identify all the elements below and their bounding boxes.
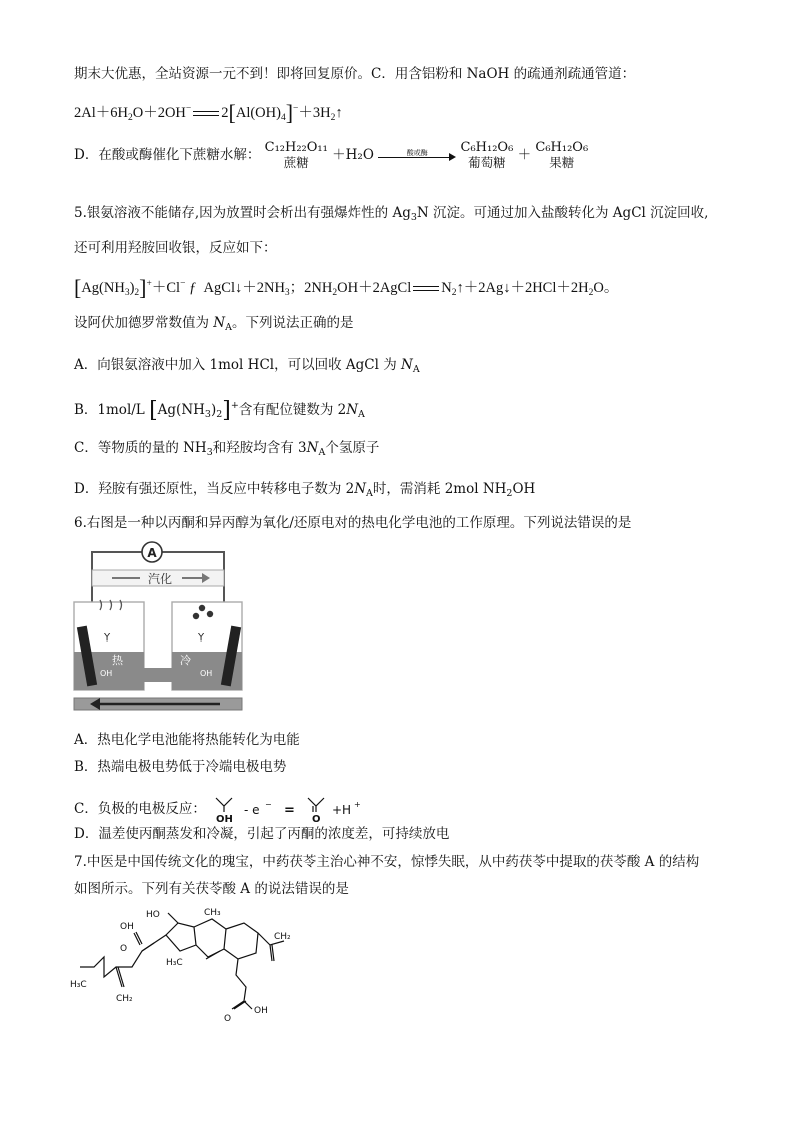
label-h3c-low: H₃C (70, 980, 87, 990)
ammeter-label: A (147, 546, 157, 560)
eq-c-coef: 2 (221, 105, 229, 121)
q4-d-prefix: D．在酸或酶催化下蔗糖水解： (74, 147, 261, 163)
q5-stem-2-text: 还可利用羟胺回收银，反应如下： (74, 240, 277, 256)
q5-stem-3 (74, 313, 353, 338)
plus-water: ＋H₂O (332, 147, 374, 163)
label-oh-bottom: OH (254, 1006, 268, 1016)
eq-c-complex: Al(OH) (235, 105, 281, 121)
q5-eq-e: ；2NH (289, 280, 333, 296)
q6-opt-b-text: B．热端电极电势低于冷端电极电势 (74, 759, 287, 775)
q5-stem-1a: 5.银氨溶液不能储存,因为放置时会析出有强爆炸性的 Ag (74, 205, 411, 221)
q5-opt-d-a: D．羟胺有强还原性，当反应中转移电子数为 2 (74, 481, 355, 497)
cold-label: 冷 (180, 654, 191, 667)
intro-line (74, 64, 635, 84)
q6-option-c (74, 794, 410, 824)
sucrose-formula: C₁₂H₂₂O₁₁ (264, 140, 328, 155)
q6-opt-c-text: C．负极的电极反应： (74, 801, 206, 817)
na-symbol: N (346, 402, 359, 418)
glucose-stack (461, 140, 514, 170)
q5-eq-c: ƒ (189, 280, 197, 296)
label-ch2-low: CH₂ (116, 994, 133, 1004)
q5-stem-1b: N 沉淀。可通过加入盐酸转化为 AgCl 沉淀回收, (416, 205, 709, 221)
eq-c-lhs-a: 2Al＋6H (74, 105, 128, 121)
q5-option-d: D．羟胺有强还原性，当反应中转移电子数为 $2N_A$时，需消耗 2mol $NH_2OH$ (74, 481, 536, 499)
poricoic-acid-structure (70, 905, 300, 1025)
q5-opt-a-text: A．向银氨溶液中加入 1mol HCl，可以回收 AgCl 为 (74, 357, 401, 373)
equals-sign (193, 111, 219, 116)
q5-eq-a: Ag(NH (81, 280, 125, 296)
na-sub: A (318, 447, 326, 458)
vapor-label: 汽化 (147, 572, 173, 586)
na-sub: A (366, 488, 373, 499)
label-o-top: O (120, 944, 128, 954)
fructose-stack (535, 140, 588, 170)
q6-option-a (74, 730, 300, 750)
svg-text:−: − (265, 800, 272, 809)
q5-opt-c-b: 和羟胺均含有 3 (212, 440, 307, 456)
q5-option-b: B．1mol/L $[Ag(NH_3)_2]^+$含有配位键数为 $2N_A$ (74, 398, 365, 423)
label-oh-top: OH (120, 922, 134, 932)
na-symbol: N (354, 481, 367, 497)
label-ho: HO (146, 910, 160, 920)
label-ch2-right: CH₂ (274, 932, 291, 942)
sucrose-name: 蔗糖 (283, 155, 309, 170)
q5-option-a (74, 355, 420, 380)
q5-eq-i: O。 (593, 280, 619, 296)
q7-stem-2-text: 如图所示。下列有关茯苓酸 A 的说法错误的是 (74, 881, 349, 897)
glucose-formula: C₆H₁₂O₆ (460, 140, 514, 155)
q6-option-d (74, 824, 449, 844)
na-sub: A (225, 322, 232, 333)
q5-equation: $[Ag(NH_3)_2]^++Cl^-$ ƒ $AgCl↓+2NH_3$；$2NH_2OH+2AgCl$ $N_2↑+2Ag↓+2HCl+2H_2O$。 (74, 275, 619, 300)
q5-opt-c-a: C．等物质的量的 NH (74, 440, 207, 456)
q6-option-b (74, 757, 286, 777)
eq-c-lhs-b: O＋2OH (132, 105, 186, 121)
na-sub: A (358, 409, 365, 420)
q5-opt-c-c: 个氢原子 (325, 440, 380, 456)
hot-label: 热 (112, 654, 123, 667)
hot-oh: OH (100, 669, 113, 678)
label-o-bottom: O (224, 1014, 232, 1024)
q5-stem-3a: 设阿伏加德罗常数值为 (74, 315, 214, 331)
q6-opt-d-text: D．温差使丙酮蒸发和冷凝，引起了丙酮的浓度差，可持续放电 (74, 826, 450, 842)
q5-eq-d: AgCl↓＋2NH (203, 280, 285, 296)
q5-option-c: C．等物质的量的 $NH_3$和羟胺均含有 $3N_A$个氢原子 (74, 440, 380, 458)
cold-oh: OH (200, 669, 213, 678)
q5-eq-g: N (441, 280, 452, 296)
q7-stem-2 (74, 879, 349, 899)
q5-stem-2 (74, 238, 277, 258)
q6-stem-text: 6.右图是一种以丙酮和异丙醇为氧化/还原电对的热电化学电池的工作原理。下列说法错误的是 (74, 515, 632, 531)
catalyst-label: 酸或酶 (406, 149, 428, 157)
intro-text: 期末大优惠，全站资源一元不到！即将回复原价。C．用含铝粉和 NaOH 的疏通剂疏通管道： (74, 66, 636, 82)
na-sub: A (412, 364, 420, 375)
q4-option-d: D．在酸或酶催化下蔗糖水解： C₁₂H₂₂O₁₁ 蔗糖 ＋H₂O 酸或酶 C₆H₁₂O₆ 葡萄糖 ＋ C₆H₁₂O₆ 果糖 (74, 140, 589, 170)
svg-text:Ỵ: Ỵ (104, 632, 111, 643)
q5-eq-h: ↑＋2Ag↓＋2HCl＋2H (456, 280, 589, 296)
q5-opt-b-c: 含有配位键数为 2 (238, 402, 347, 418)
fructose-formula: C₆H₁₂O₆ (535, 140, 589, 155)
q5-stem-3b: 。下列说法正确的是 (231, 315, 354, 331)
eq-c-rhs: ＋3H (298, 105, 331, 121)
na-symbol: N (306, 440, 319, 456)
q6-stem (74, 513, 631, 533)
svg-text:O: O (312, 814, 321, 824)
q6-opt-a-text: A．热电化学电池能将热能转化为电能 (74, 732, 300, 748)
q5-eq-b: ＋Cl (151, 280, 181, 296)
q5-opt-b-b: Ag(NH (157, 402, 205, 418)
q6-opt-c-equation (210, 794, 410, 824)
sucrose-stack (265, 140, 328, 170)
opt-c-minus-e: - e (244, 803, 260, 817)
q5-opt-b-a: B．1mol/L (74, 402, 150, 418)
na-symbol: N (401, 357, 413, 373)
q5-opt-d-b: 时，需消耗 2mol NH (372, 481, 507, 497)
equation-c: $2Al+6H_2O+2OH^-$ $2[Al(OH)_4]^-+3H_2↑$ (74, 100, 343, 125)
reaction-arrow (378, 146, 456, 164)
svg-text:Ỵ: Ỵ (198, 632, 205, 643)
q5-stem-1: 5.银氨溶液不能储存,因为放置时会析出有强爆炸性的 $Ag_3N$ 沉淀。可通过加入盐酸转化为 AgCl 沉淀回收, (74, 205, 709, 223)
q5-opt-d-c: OH (512, 481, 536, 497)
q7-stem-1 (74, 852, 699, 872)
glucose-name: 葡萄糖 (468, 155, 506, 170)
opt-c-eq: = (284, 803, 296, 818)
na-symbol: N (213, 315, 226, 331)
q7-stem-1-text: 7.中医是中国传统文化的瑰宝，中药茯苓主治心神不安，惊悸失眠，从中药茯苓中提取的茯苓酸 A 的结构 (74, 854, 700, 870)
thermo-cell-diagram (70, 540, 250, 720)
q5-eq-f: OH＋2AgCl (337, 280, 412, 296)
label-ch3-top: CH₃ (204, 908, 221, 918)
svg-text:+: + (354, 800, 361, 809)
label-h3c-mid: H₃C (166, 958, 183, 968)
opt-c-oh: OH (216, 814, 234, 824)
droplet-icon (199, 605, 205, 611)
opt-c-plus-h: +H (332, 803, 352, 817)
fructose-name: 果糖 (549, 155, 575, 170)
